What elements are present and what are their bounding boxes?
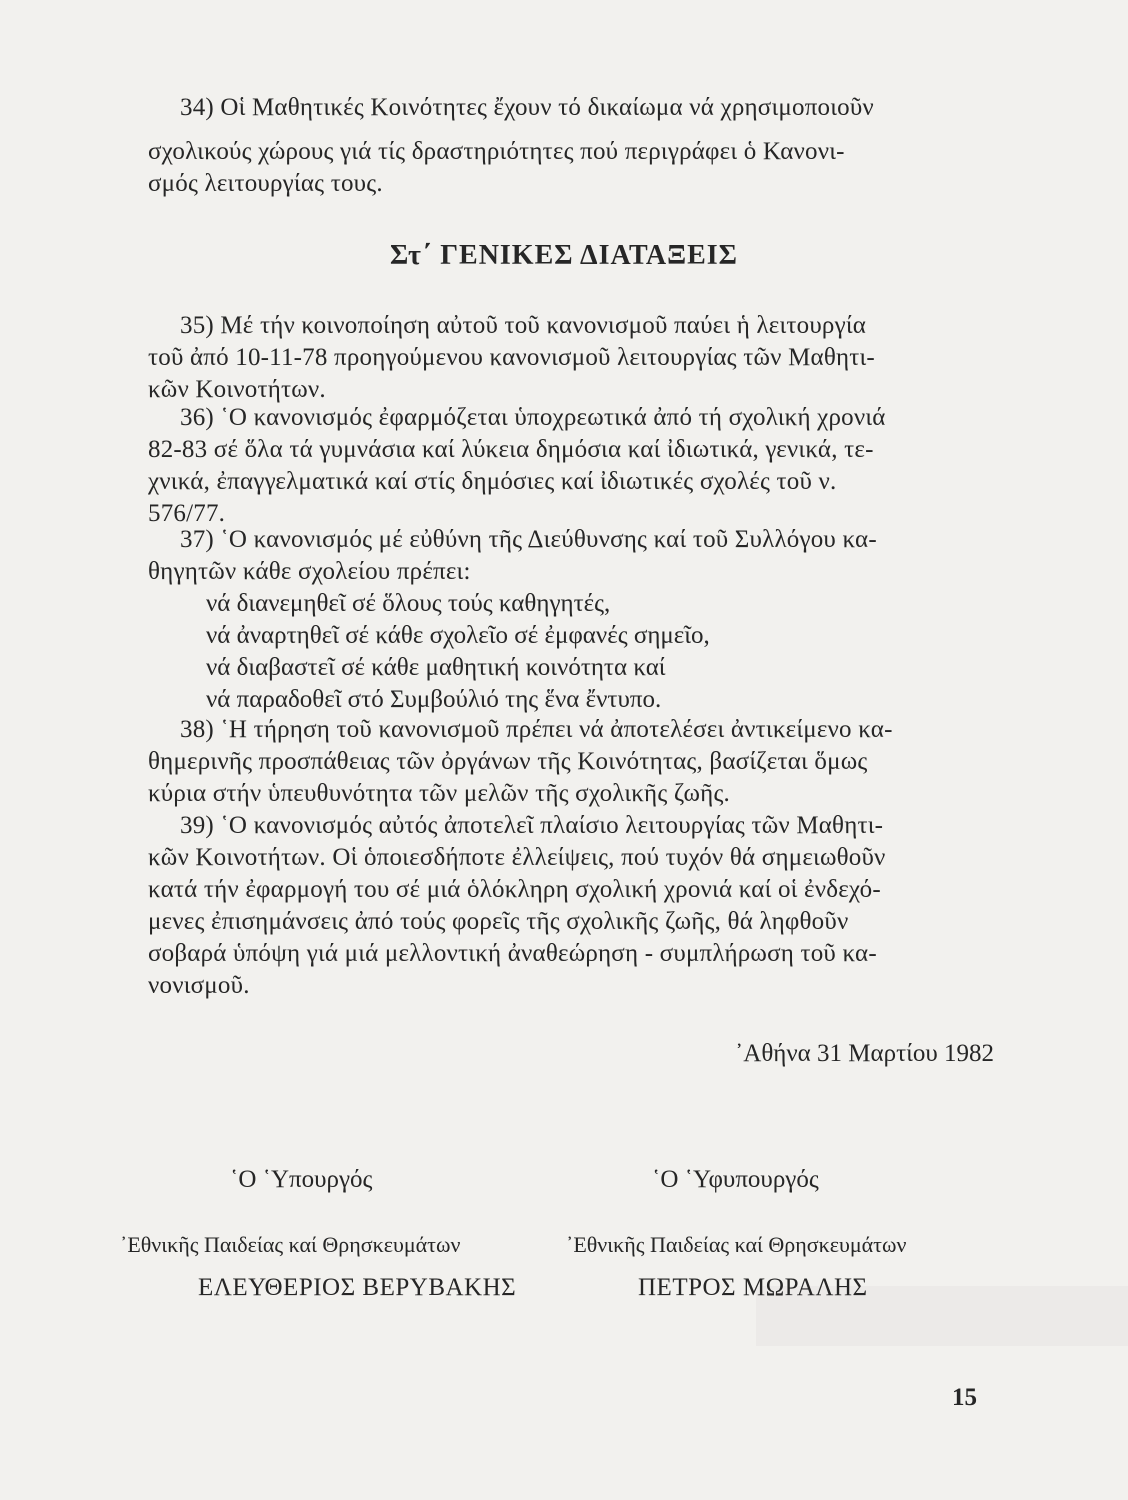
paragraph-37 [148,524,996,588]
list-item: νά διαβαστεῖ σέ κάθε μαθητική κοινότητα καί [206,654,666,681]
signatory-left-role: ῾Ο ῾Υπουργός [230,1166,373,1193]
text-line: 38) ῾Η τήρηση τοῦ κανονισμοῦ πρέπει νά ἀποτελέσει ἀντικείμενο κα- [180,716,893,743]
text-line: θημερινῆς προσπάθειας τῶν ὀργάνων τῆς Κοινότητας, βασίζεται ὅμως [148,748,868,775]
signatory-left-ministry: ᾽Εθνικῆς Παιδείας καί Θρησκευμάτων [120,1232,461,1257]
text-line: 34) Οἱ Μαθητικές Κοινότητες ἔχουν τό δικαίωμα νά χρησιμοποιοῦν [180,94,874,121]
paragraph-37-list [206,588,710,716]
text-line: κῶν Κοινοτήτων. Οἱ ὁποιεσδήποτε ἐλλείψεις, πού τυχόν θά σημειωθοῦν [148,844,886,871]
text-line: 82-83 σέ ὅλα τά γυμνάσια καί λύκεια δημόσια καί ἰδιωτικά, γενικά, τε- [148,436,874,463]
text-line: 37) ῾Ο κανονισμός μέ εὐθύνη τῆς Διεύθυνσης καί τοῦ Συλλόγου κα- [180,526,877,553]
text-line: χνικά, ἐπαγγελματικά καί στίς δημόσιες καί ἰδιωτικές σχολές τοῦ ν. [148,468,837,495]
list-item: νά παραδοθεῖ στό Συμβούλιό της ἕνα ἔντυπο. [206,686,662,713]
signatory-right-role: ῾Ο ῾Υφυπουργός [652,1166,819,1193]
list-item: νά ἀναρτηθεῖ σέ κάθε σχολεῖο σέ ἐμφανές σημεῖο, [206,622,710,649]
text-line: νονισμοῦ. [148,972,250,999]
text-line: τοῦ ἀπό 10-11-78 προηγούμενου κανονισμοῦ λειτουργίας τῶν Μαθητι- [148,344,875,371]
page-number: 15 [952,1384,977,1411]
text-line: κῶν Κοινοτήτων. [148,376,326,403]
paragraph-38 [148,714,996,810]
paragraph-39 [148,810,996,1002]
signatory-left-name: ΕΛΕΥΘΕΡΙΟΣ ΒΕΡΥΒΑΚΗΣ [198,1274,517,1301]
text-line: σμός λειτουργίας τους. [148,170,383,197]
text-line: θηγητῶν κάθε σχολείου πρέπει: [148,558,471,585]
date-line: ᾽Αθήνα 31 Μαρτίου 1982 [734,1040,994,1067]
text-line: 39) ῾Ο κανονισμός αὐτός ἀποτελεῖ πλαίσιο λειτουργίας τῶν Μαθητι- [180,812,884,839]
paragraph-35 [148,310,996,406]
text-line: 35) Μέ τήν κοινοποίηση αὐτοῦ τοῦ κανονισμοῦ παύει ἡ λειτουργία [180,312,867,339]
text-line: κύρια στήν ὑπευθυνότητα τῶν μελῶν τῆς σχολικῆς ζωῆς. [148,780,730,807]
text-line: 36) ῾Ο κανονισμός ἐφαρμόζεται ὑποχρεωτικά ἀπό τή σχολική χρονιά [180,404,886,431]
signatory-right-ministry: ᾽Εθνικῆς Παιδείας καί Θρησκευμάτων [566,1232,907,1257]
paragraph-36 [148,402,996,530]
text-line: κατά τήν ἐφαρμογή του σέ μιά ὁλόκληρη σχολική χρονιά καί οἱ ἐνδεχό- [148,876,881,903]
signatory-right-name: ΠΕΤΡΟΣ ΜΩΡΑΛΗΣ [638,1274,868,1301]
text-line: 576/77. [148,500,226,527]
text-line: σοβαρά ὑπόψη γιά μιά μελλοντική ἀναθεώρηση - συμπλήρωση τοῦ κα- [148,940,877,967]
text-line: σχολικούς χώρους γιά τίς δραστηριότητες πού περιγράφει ὁ Κανονι- [148,138,845,165]
paragraph-34 [148,92,996,200]
text-line: μενες ἐπισημάνσεις ἀπό τούς φορεῖς τῆς σχολικῆς ζωῆς, θά ληφθοῦν [148,908,849,935]
list-item: νά διανεμηθεῖ σέ ὅλους τούς καθηγητές, [206,590,611,617]
section-heading: Στ΄ ΓΕΝΙΚΕΣ ΔΙΑΤΑΞΕΙΣ [390,240,738,271]
